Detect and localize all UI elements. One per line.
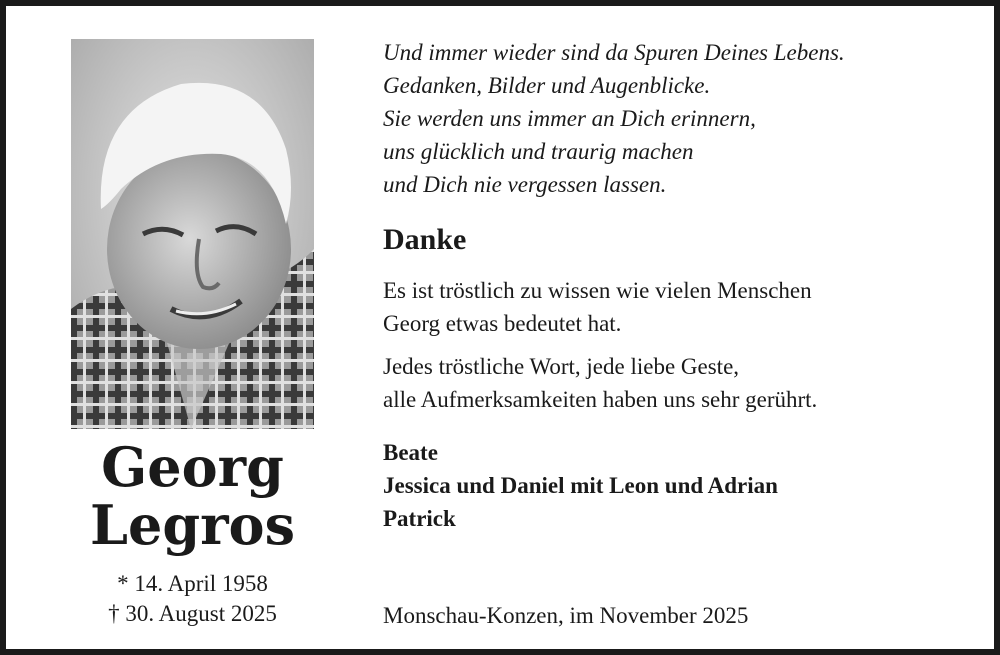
thanks-paragraph-1 (383, 274, 983, 340)
paragraph-line: Georg etwas bedeutet hat. (383, 311, 622, 336)
poem (383, 36, 983, 201)
paragraph-line: Es ist tröstlich zu wissen wie vielen Menschen (383, 278, 812, 303)
signers (383, 436, 983, 535)
thanks-heading: Danke (383, 223, 467, 256)
thanks-paragraph-2 (383, 350, 983, 416)
deceased-name (46, 435, 339, 557)
poem-line: Und immer wieder sind da Spuren Deines Lebens. (383, 40, 845, 65)
paragraph-line: alle Aufmerksamkeiten haben uns sehr gerührt. (383, 387, 818, 412)
poem-line: Gedanken, Bilder und Augenblicke. (383, 73, 711, 98)
deceased-last-name: Legros (90, 493, 295, 557)
signer: Patrick (383, 506, 456, 531)
birth-date: * 14. April 1958 (117, 571, 268, 596)
poem-line: Sie werden uns immer an Dich erinnern, (383, 106, 756, 131)
deceased-first-name: Georg (101, 435, 284, 499)
signer: Beate (383, 440, 438, 465)
portrait-illustration (71, 39, 314, 429)
place-date: Monschau-Konzen, im November 2025 (383, 603, 749, 628)
text-column (383, 36, 983, 535)
poem-line: uns glücklich und traurig machen (383, 139, 694, 164)
poem-line: und Dich nie vergessen lassen. (383, 172, 667, 197)
portrait-photo (71, 39, 314, 429)
death-date: † 30. August 2025 (108, 601, 277, 626)
paragraph-line: Jedes tröstliche Wort, jede liebe Geste, (383, 354, 740, 379)
signer: Jessica und Daniel mit Leon und Adrian (383, 473, 778, 498)
life-dates (46, 569, 339, 629)
